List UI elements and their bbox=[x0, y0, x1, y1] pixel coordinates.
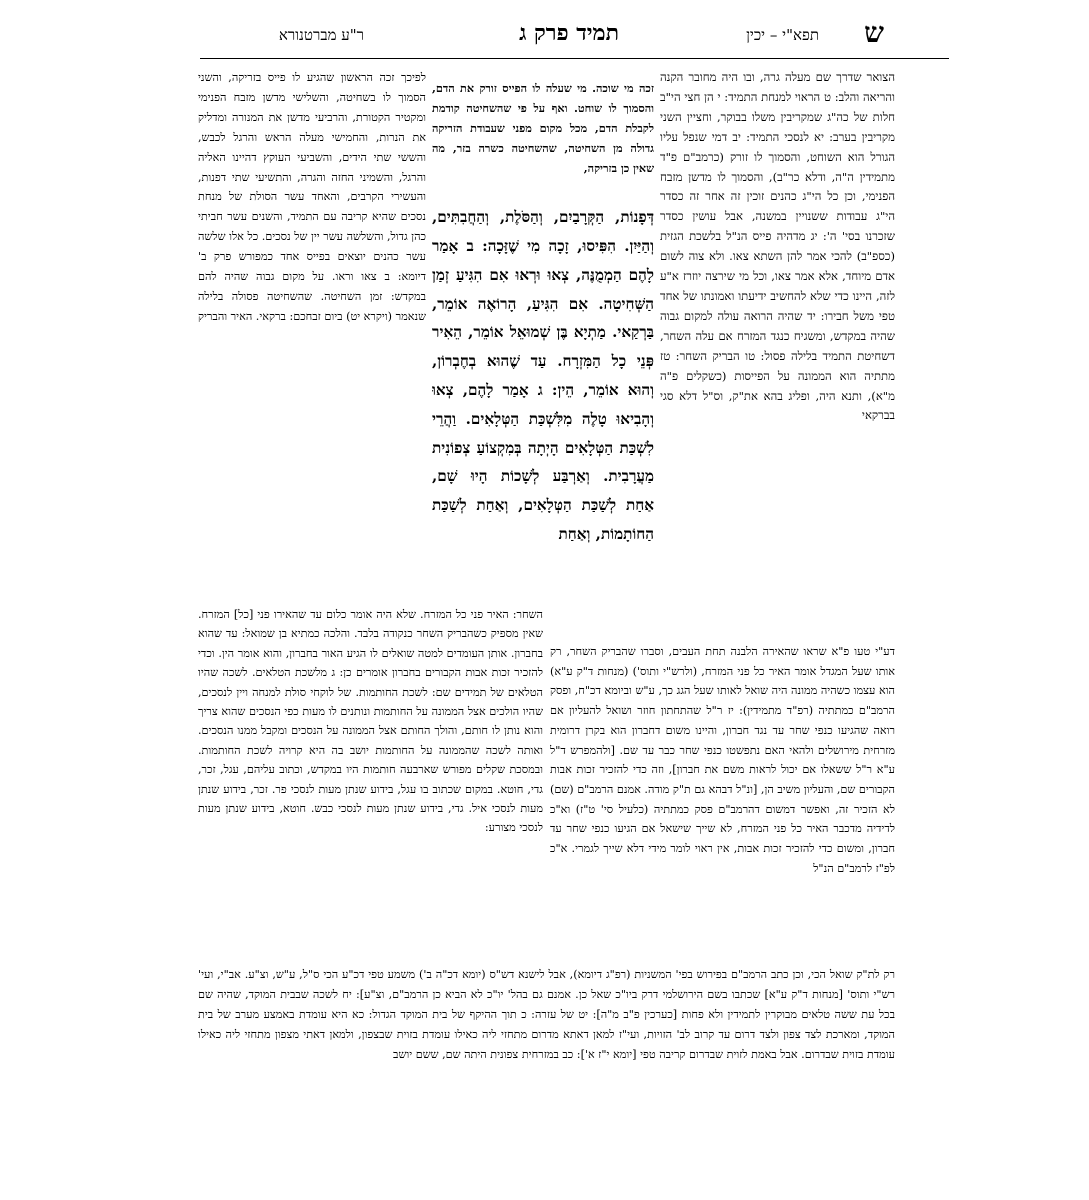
mishna-text: דְּפָנוֹת, הַקְּרָבַיִם, וְהַסֹּלֶת, וְהַחֲבִתִּים, וְהַיַּיִן. הִפִּיסוּ, זָכָה מִי שֶׁזָּכָה: ב אָמַר לָהֶם הַמְמֻנֶּה, צְאוּ וּרְאוּ אִם הִגִּיעַ זְמַן הַשְּׁחִיטָה. אִם הִגִּיעַ, הָרוֹאֶה אוֹמֵר, בַּרְקַאי. מַתְיָא בֶּן שְׁמוּאֵל אוֹמֵר, הֵאִיר פְּנֵי כָל הַמִּזְרָח. עַד שֶׁהוּא בְחֶבְרוֹן, וְהוּא אוֹמֵר, הֵין: ג אָמַר לָהֶם, צְאוּ וְהָבִיאוּ טָלֶה מִלִּשְׁכַּת הַטְּלָאִים. וַהֲרֵי לִשְׁכַּת הַטְּלָאִים הָיְתָה בְּמִקְצוֹעַ צְפוֹנִית מַעֲרָבִית. וְאַרְבַּע לְשָׁכוֹת הָיוּ שָׁם, אַחַת לְשַׁכַּת הַטְּלָאִים, וְאַחַת לְשַׁכַּת הַחוֹתָמוֹת, וְאַחַת bbox=[432, 208, 654, 543]
header-right-label: ר"ע מברטנורא bbox=[278, 26, 364, 44]
commentary-left-bottom bbox=[198, 605, 543, 965]
commentary-middle-bottom bbox=[550, 642, 895, 964]
page-number: ש bbox=[864, 16, 884, 49]
commentary-full-width bbox=[198, 965, 895, 1165]
mishna-text-block bbox=[432, 188, 654, 596]
commentary-right-text: הצואר שדרך שם מעלה גרה, ובו היה מחובר הקנה והריאה והלב: ט הראוי למנחת התמיד: י הן חצי הי"ב חלות של כה"ג שמקריבין משלו בבוקר, וחציין השני מקריבין בערב: יא לנסכי התמיד: יב דמי שנפל עליו הגורל הוא השוחט, והסמוך לו זורק (כרמב"ם פ"ד מתמידין ה"ה, ודלא כר"ב), והסמוך לו מדשן מזבח הפנימי, וכן כל הי"ג כהנים זוכין זה אחר זה כסדר הי"ג עבודות ששנויין במשנה, אבל עושין כסדר שזכרנו בסי' ה': יג מדהיה פייס הנ"ל בלשכת הגזית (כספ"ב) להכי אמר להן השתא צאו. ולא צוה לשום אדם מיוחד, אלא אמר צאו, וכל מי שירצה יוזרז א"ע לזה, היינו כדי שלא להחשיב ידיעתו ואמונתו של אחד טפי משל חבירו: יד שהיה הרואה עולה למקום גבוה שהיה במקדש, ומשגיח כנגד המזרח אם עלה השחר, דשחיטת התמיד בלילה פסול: טו הבריק השחר: טז מתתיה הוא הממונה על הפייסות (כשקלים פ"ה מ"א), ותנא היה, ופליג בהא את"ק, וס"ל דלא סגי בברקאי bbox=[660, 70, 895, 423]
commentary-middle-bottom-text: דע"י טעו פ"א שראו שהאירה הלבנה תחת העבים, וסברו שהבריק השחר, רק אותו שעל המגדל אומר האיר כל פני המזרח, (ולרש"י ותוס') (מנחות ד"ק ע"א) הוא עצמו כשהיה ממונה היה שואל לאותו שעל הגג כך, ע"ש וביומא דכ"ח, ופסק הרמב"ם כמתתיה (רפ"ד מתמידין): יז ר"ל שהתחתון חוזר ושואל להעליון אם רואה שהגיעו כנפי שחר עד נגד חברון, והיינו משום דחברון הוא בקרן דרומית מזרחית מירושלים ולהאי האם נתפשטו כנפי שחר כבר עד שם. [ולהמפרש ד"ל ע"א ר"ל ששאלו אם יכול לראות משם את חברון], וזה כדי להזכיר זכות אבות הקבורים שם, והעליון משיב הן, [ונ"ל דבהא גם ת"ק מודה. אמנם הרמב"ם (שם) לא הזכיר זה, ואפשר דמשום דהרמב"ם פסק כמתתיה (כלעיל סי' ט"ז) וא"כ לדידיה מדכבר האיר כל פני המזרח, לא שייך שישאל אם הגיעו כנפי שחר עד חברון, ומשום כדי להזכיר זכות אבות, אין ראוי לומר מידי דלא שייך לגמרי. א"כ לפ"ז לרמב"ם הנ"ל bbox=[550, 645, 895, 875]
commentary-right-column bbox=[660, 68, 895, 640]
page-title: תמיד פרק ג bbox=[519, 20, 619, 46]
commentary-left-column bbox=[198, 68, 426, 604]
commentary-left-bottom-text: השחר: האיר פני כל המזרח. שלא היה אומר כלום עד שהאירו פני [כל] המזרח. שאין מספיק כשהבריק השחר כנקודה בלבד. והלכה כמתיא בן שמואל: עד שהוא בחברון. אותן העומדים למטה שואלים לו הגיע האור בחברון, והוא אומר הין. וכדי להזכיר זכות אבות הקבורים בחברון אומרים כן: ג מלשכת הטלאים. לשכה שהיו הטלאים של תמידים שם: לשכת החותמות. של לוקחי סולת למנחה ויין לנסכים, שהיו הולכים אצל הממונה על החותמות ונותנים לו מעות כפי הנסכים שהוא צריך והוא נותן לו חותם, והולך החותם אצל הממונה על הנסכים ומקבל ממנו הנסכים. ואותה לשכה שהממונה על החותמות יושב בה היא קרויה לשכת החותמות. ובמסכת שקלים מפורש שארבעה חותמות היו במקדש, וכתוב עליהם, עגל, זכר, גדי, חוטא. במקום שכתוב בו עגל, בידוע שנתן מעות לנסכי פר. זכר, בידוע שנתן מעות לנסכי איל. גדי, בידוע שנתן מעות לנסכי כבש. חוטא, בידוע שנתן מעות לנסכי מצורע: bbox=[198, 608, 543, 835]
commentary-above-mishna-text: זכה מי שוכה. מי שעלה לו הפייס זורק את הדם, והסמוך לו שוחט. ואף על פי שהשחיטה קודמת לקבלת הדם, מכל מקום מפני שעבודת הזריקה גדולה מן השחיטה, שהשחיטה כשרה בזר, מה שאין כן בזריקה, bbox=[432, 81, 654, 175]
commentary-left-text: לפיכך זכה הראשון שהגיע לו פייס בזריקה, והשני הסמוך לו בשחיטה, והשלישי מדשן מזבח הפנימי ומקטיר הקטורת, והרביעי מדשן את המנורה ומדליק את הנרות, והחמישי מעלה הראש והרגל לכבש, והששי שתי הידים, והשביעי העוקץ דהיינו האליה והרגל, והשמיני החזה והגרה, והתשיעי שתי דפנות, והעשירי הקרבים, והאחד עשר הסולת של מנחת נסכים שהיא קריבה עם התמיד, והשנים עשר חביתי כהן גדול, והשלשה עשר יין של נסכים. כל אלו שלשה עשר כהנים יוצאים בפייס אחד כמפורש פרק ב' דיומא: ב צאו וראו. על מקום גבוה שהיה להם במקדש: זמן השחיטה. שהשחיטה פסולה בלילה שנאמר (ויקרא יט) ביום זבחכם: ברקאי. האיר והבריק bbox=[198, 71, 426, 323]
commentary-full-width-text: רק לת"ק שואל הכי, וכן כתב הרמב"ם בפירוש בפי' המשניות (רפ"ג דיומא), אבל לישנא דש"ס (יומא דכ"ה ב') משמע טפי דכ"ע הכי ס"ל, ע"ש, וצ"ע. אב"י, ועי' רש"י ותוס' [מנחות ד"ק ע"א] שכתבו בשם הירושלמי דרק ביו"כ שאל כן. אמנם גם בהל' יו"כ לא הביא כן הרמב"ם, וצ"ע]: יח לשכה שבבית המוקד, שהיה שם בכל עת ששה טלאים מבוקרין לתמידין ולא פחות [כערכין פ"ב מ"ה]: יט של עזרה: כ תוך ההיקף של בית המוקד הגדול: כא היא עומדת באמצע מערב של בית המוקד, ומארכת לצד צפון ולצד דרום עד קרוב לב' הזויות, ועי"ז למאן דאתא מדרום מתחזי ליה כאילו עומדת בזוית שבצפון, ולמאן דאתי מצפון מתחזי ליה כאילו עומדת בזוית שבדרום. אבל באמת לזוית שבדרום קריבה טפי [יומא י"ז א']: כב במזרחית צפונית היתה שם, ששם יושב bbox=[198, 968, 895, 1061]
header-left-label: תפא"י – יכין bbox=[746, 26, 819, 44]
header-rule bbox=[200, 58, 949, 59]
commentary-above-mishna bbox=[432, 68, 654, 186]
